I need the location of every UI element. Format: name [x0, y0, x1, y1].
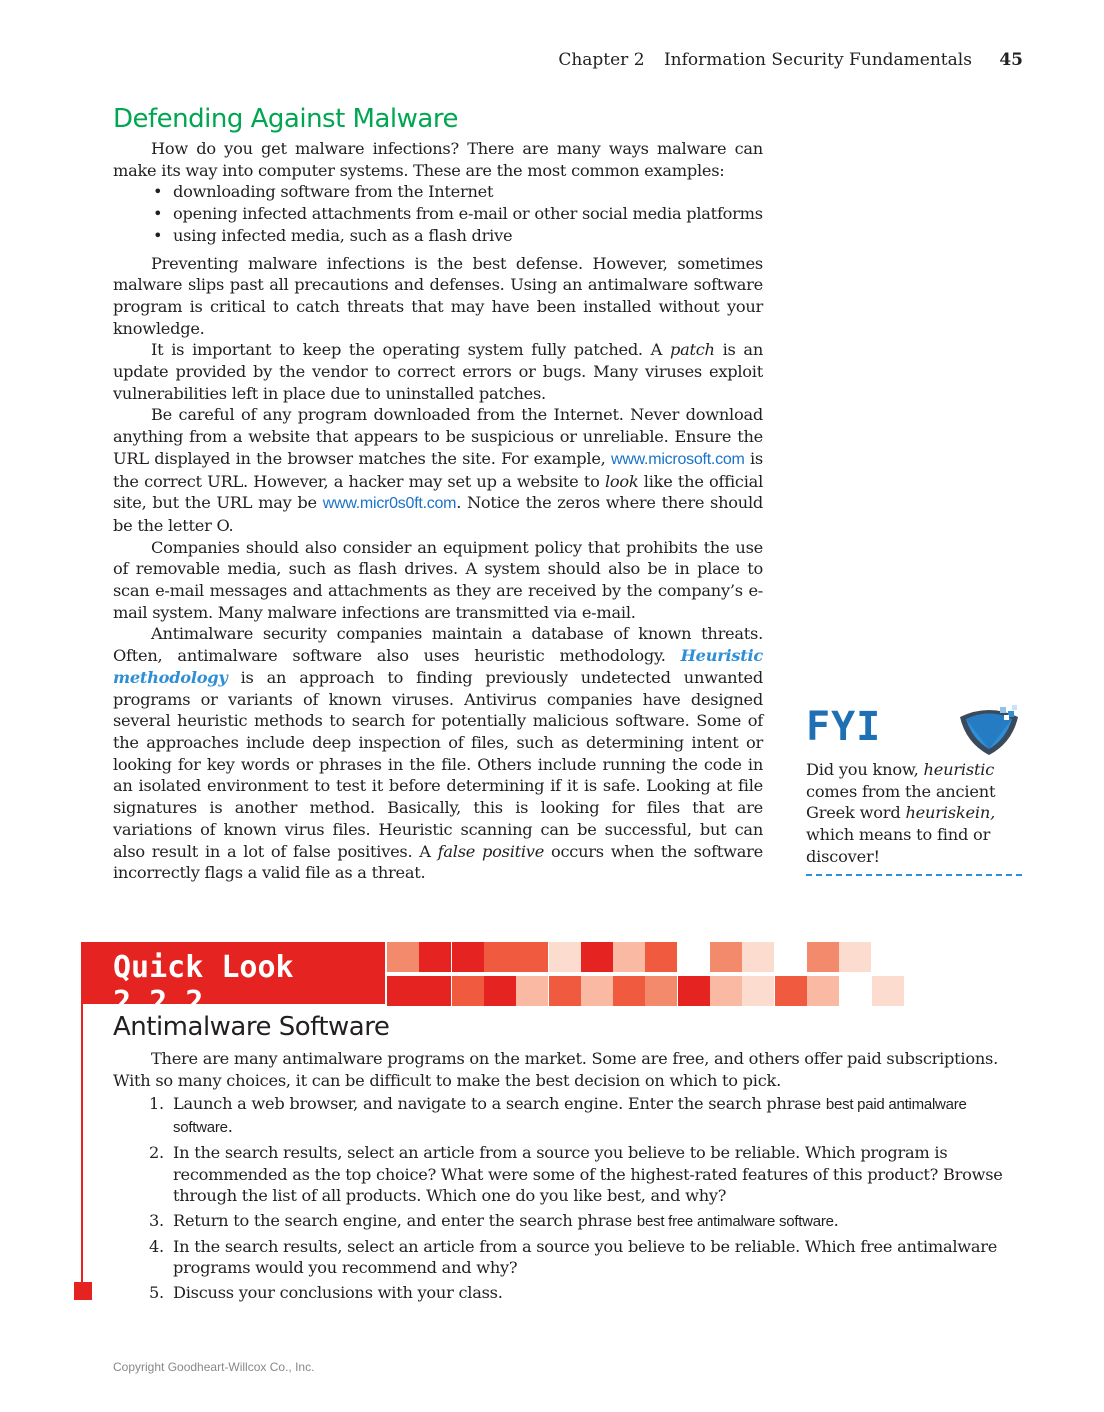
pattern-cell: [742, 976, 774, 1006]
list-item: • using infected media, such as a flash drive: [151, 225, 763, 247]
search-phrase: best free antimalware software: [636, 1212, 834, 1230]
pattern-cell: [807, 976, 839, 1006]
quick-look-content: [113, 1012, 1023, 1307]
text-run: In the search results, select an article from a source you believe to be reliable. Which program is recommended as the top choice? What were some of the highest-rated features of this product? Browse through the list of all products. Which one do you like best, and why?: [173, 1142, 1003, 1206]
chapter-title: Information Security Fundamentals: [663, 50, 972, 70]
pattern-cell: [452, 942, 484, 972]
section-heading: Defending Against Malware: [113, 104, 458, 134]
emphasis-look: look: [604, 471, 639, 491]
pattern-cell: [839, 942, 871, 972]
text-run: Did you know,: [806, 760, 924, 779]
step-item: [113, 1093, 1023, 1138]
pattern-cell: [807, 942, 839, 972]
step-number: 2.: [149, 1142, 164, 1162]
text-run: .: [833, 1210, 839, 1230]
pattern-cell: [678, 942, 710, 972]
pattern-cell: [710, 942, 742, 972]
paragraph-downloads: [113, 404, 763, 536]
step-item: [113, 1282, 1023, 1304]
text-run: Launch a web browser, and navigate to a search engine. Enter the search phrase: [173, 1094, 826, 1114]
fyi-text: [806, 759, 1022, 868]
paragraph-prevent: Preventing malware infections is the best defense. However, sometimes malware slips past all precautions and defenses. Using an antimalware software program is critical to catch threats that may have been installed without your knowledge.: [113, 253, 763, 338]
pattern-cell: [387, 976, 419, 1006]
list-item: • opening infected attachments from e-mail or other social media platforms: [151, 203, 763, 225]
text-run: comes from the ancient Greek word: [806, 781, 996, 823]
text-run: In the search results, select an article from a source you believe to be reliable. Which free antimalware programs would you recommend and why?: [173, 1236, 998, 1278]
quick-look-intro: There are many antimalware programs on the market. Some are free, and others offer paid subscriptions. With so many choices, it can be difficult to make the best decision on which to pick.: [113, 1049, 998, 1090]
pattern-cell: [710, 976, 742, 1006]
bullet-list: [113, 181, 763, 246]
fyi-sidebar: [806, 705, 1022, 876]
step-item: [113, 1210, 1023, 1233]
pattern-cell: [581, 942, 613, 972]
quick-look-heading: Antimalware Software: [113, 1012, 390, 1042]
search-phrase: best paid antimalware software: [173, 1096, 967, 1137]
pattern-cell: [645, 976, 677, 1006]
pattern-cell: [613, 942, 645, 972]
text-run: Antimalware security companies maintain a database of known threats. Often, antimalware software also uses heuristic methodology.: [113, 624, 763, 666]
text-run: occurs when the software incorrectly flags a valid file as a threat.: [113, 841, 763, 883]
step-number: 1.: [149, 1094, 164, 1114]
pattern-cell: [452, 976, 484, 1006]
pattern-cell: [419, 976, 451, 1006]
pattern-cell: [387, 942, 419, 972]
step-number: 5.: [149, 1283, 164, 1303]
list-item: • downloading software from the Internet: [151, 181, 763, 203]
link-microsoft[interactable]: www.microsoft.com: [611, 450, 745, 468]
paragraph-patch: [113, 339, 763, 404]
term-false-positive: false positive: [437, 841, 545, 861]
quick-look-label: Quick Look 2.2.2: [113, 950, 294, 1020]
text-run: It is important to keep the operating system fully patched. A: [151, 340, 670, 360]
text-run: is an approach to finding previously undetected unwanted programs or variants of known viruses. Antivirus companies have designed several heuristic methods to search for potentially malicious software. Some of the approaches include deep inspection of files, such as determining intent or looking for key words or phrases in the file. Others include running the code in an isolated environment to test it before determining if it is safe. Looking at file signatures is another method. Basically, this is looking for files that are variations of known virus files. Heuristic scanning can be successful, but can also result in a lot of false positives. A: [113, 667, 763, 861]
step-number: 3.: [149, 1210, 164, 1230]
step-item: [113, 1142, 1023, 1207]
quick-look-banner: [81, 942, 385, 1020]
pattern-cell: [484, 942, 516, 972]
paragraph-heuristic: [113, 623, 763, 883]
pattern-cell: [678, 976, 710, 1006]
pattern-cell: [516, 976, 548, 1006]
pattern-cell: [613, 976, 645, 1006]
steps-list: [113, 1093, 1023, 1303]
text-run: which means to find or discover!: [806, 825, 991, 866]
link-micr0s0ft[interactable]: www.micr0s0ft.com: [322, 495, 457, 513]
term-heuristic-methodology: Heuristic methodology: [113, 646, 763, 687]
text-run: Be careful of any program downloaded from the Internet. Never download anything from a website that appears to be suspicious or unreliable. Ensure the URL displayed in the browser matches the site. For example,: [113, 405, 763, 468]
pattern-cell: [742, 942, 774, 972]
quick-look-end-marker: [74, 1282, 92, 1300]
pattern-cell: [775, 942, 807, 972]
copyright: Copyright Goodheart-Willcox Co., Inc.: [113, 1360, 315, 1374]
text-run: . Notice the zeros where there should be the letter O.: [113, 493, 763, 535]
chapter-label: Chapter 2: [558, 50, 645, 70]
pattern-cell: [645, 942, 677, 972]
text-run: is an update provided by the vendor to correct errors or bugs. Many viruses exploit vulnerabilities left in place due to uninstalled patches.: [113, 340, 763, 403]
emphasis-heuriskein: heuriskein,: [905, 803, 996, 823]
pattern-cell: [839, 976, 871, 1006]
text-run: like the official site, but the URL may be: [113, 471, 763, 513]
intro-paragraph: How do you get malware infections? There are many ways malware can make its way into computer systems. These are the most common examples:: [113, 139, 763, 180]
running-header: [558, 50, 1023, 70]
paragraph-policy: Companies should also consider an equipment policy that prohibits the use of removable media, such as flash drives. A system should also be in place to scan e-mail messages and attachments as they are received by the company’s e-mail system. Many malware infections are transmitted via e-mail.: [113, 537, 763, 622]
pattern-cell: [419, 942, 451, 972]
text-run: Discuss your conclusions with your class.: [173, 1283, 503, 1303]
fyi-divider: [806, 874, 1022, 876]
quick-look-pattern: [387, 942, 967, 1006]
text-run: .: [227, 1117, 233, 1137]
pattern-cell: [775, 976, 807, 1006]
text-run: is the correct URL. However, a hacker may set up a website to: [113, 448, 763, 491]
pattern-cell: [484, 976, 516, 1006]
page-number: 45: [999, 50, 1023, 70]
step-item: [113, 1236, 1023, 1279]
main-column: [113, 104, 763, 884]
term-patch: patch: [669, 340, 715, 360]
pattern-cell: [549, 942, 581, 972]
pattern-cell: [581, 976, 613, 1006]
pattern-cell: [516, 942, 548, 972]
text-run: Return to the search engine, and enter the search phrase: [173, 1210, 637, 1230]
pattern-cell: [872, 976, 904, 1006]
shield-icon: [956, 705, 1022, 757]
pattern-cell: [549, 976, 581, 1006]
step-number: 4.: [149, 1236, 164, 1256]
fyi-title: FYI: [806, 704, 882, 750]
emphasis-heuristic: heuristic: [923, 760, 995, 779]
